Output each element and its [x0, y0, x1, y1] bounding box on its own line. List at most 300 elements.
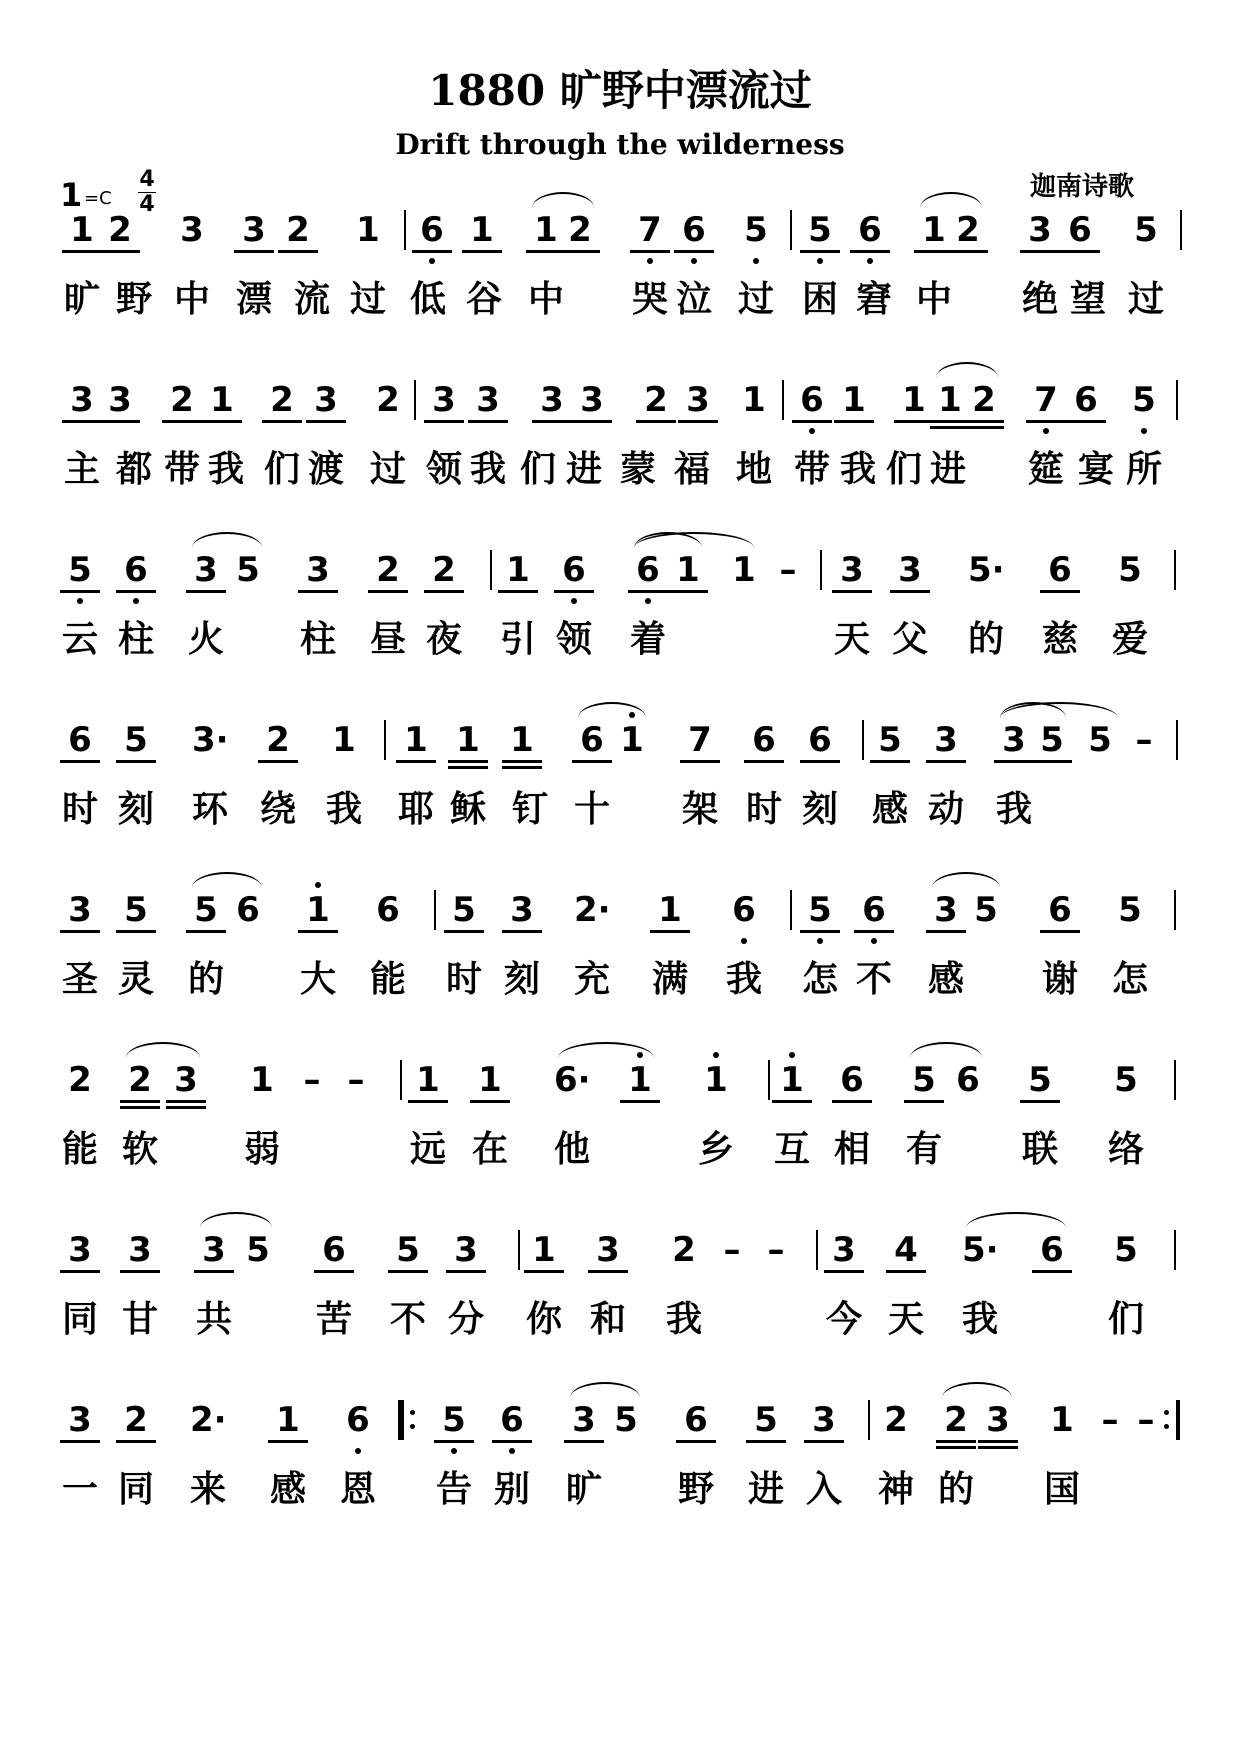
lyric-char: 中	[915, 279, 952, 320]
lyric-char: 告	[435, 1469, 472, 1510]
note: 5	[808, 210, 832, 250]
lyric-char: 我	[469, 449, 506, 490]
lyric-char: 引	[499, 619, 536, 660]
underline-beam	[772, 1100, 812, 1103]
lyric-char: 谢	[1041, 959, 1078, 1000]
bar-line	[1174, 1230, 1176, 1270]
note: 1	[470, 210, 494, 250]
bar-line	[862, 720, 864, 760]
underline-beam	[1020, 250, 1060, 253]
underline-beam	[650, 930, 690, 933]
note: 5	[1114, 1060, 1138, 1100]
note: 6	[682, 210, 706, 250]
note: 6	[322, 1230, 346, 1270]
note: 3	[174, 1060, 198, 1100]
score-system	[0, 720, 1240, 910]
note: 2	[108, 210, 132, 250]
bar-line	[868, 1400, 870, 1440]
lyric-char: 流	[293, 279, 330, 320]
lyric-char: 来	[189, 1469, 226, 1510]
low-octave-dot	[645, 598, 651, 604]
note: 5	[246, 1230, 270, 1270]
lyric-char: 圣	[61, 959, 98, 1000]
underline-beam	[678, 420, 718, 423]
note: 5	[1118, 890, 1142, 930]
note: 2	[672, 1230, 696, 1270]
lyric-char: 同	[117, 1469, 154, 1510]
low-octave-dot	[647, 258, 653, 264]
note: 6	[376, 890, 400, 930]
bar-line	[518, 1230, 520, 1270]
low-octave-dot	[77, 598, 83, 604]
underline-beam	[1026, 420, 1066, 423]
bar-line	[790, 210, 792, 250]
underline-beam	[800, 760, 840, 763]
bar-line	[402, 1400, 404, 1440]
note: 1	[742, 380, 766, 420]
note: 3	[180, 210, 204, 250]
underline-beam	[886, 1270, 926, 1273]
note: –	[779, 550, 797, 590]
lyric-char: 的	[937, 1469, 974, 1510]
note: 3	[1028, 210, 1052, 250]
note: 5	[194, 890, 218, 930]
lyric-char: 入	[805, 1469, 842, 1510]
underline-beam	[800, 250, 840, 253]
note: 6	[1074, 380, 1098, 420]
note: 1	[456, 720, 480, 760]
note: 5·	[962, 1230, 999, 1270]
lyric-char: 时	[61, 789, 98, 830]
underline-beam	[388, 1270, 428, 1273]
note: –	[347, 1060, 365, 1100]
lyric-char: 昼	[369, 619, 406, 660]
score-system	[0, 210, 1240, 400]
note: 6	[420, 210, 444, 250]
note: 3	[540, 380, 564, 420]
note: 2	[266, 720, 290, 760]
lyric-char: 绝	[1021, 279, 1058, 320]
underline-beam	[800, 930, 840, 933]
note: 5	[452, 890, 476, 930]
underline-beam	[824, 1270, 864, 1273]
low-octave-dot	[509, 1448, 515, 1454]
lyric-char: 主	[63, 449, 100, 490]
note: 3	[596, 1230, 620, 1270]
lyric-char: 爱	[1111, 619, 1148, 660]
underline-beam	[166, 1106, 206, 1109]
underline-beam	[680, 760, 720, 763]
repeat-start-bar	[398, 1400, 402, 1440]
lyric-char: 一	[61, 1469, 98, 1510]
low-octave-dot	[691, 258, 697, 264]
note: –	[1137, 1400, 1155, 1440]
underline-beam	[564, 1440, 604, 1443]
lyric-char: 我	[325, 789, 362, 830]
underline-beam	[116, 930, 156, 933]
note: 1	[478, 1060, 502, 1100]
note: 3	[108, 380, 132, 420]
lyric-char: 漂	[235, 279, 272, 320]
underline-beam	[554, 590, 594, 593]
note: 3	[242, 210, 266, 250]
lyric-char: 我	[961, 1299, 998, 1340]
note: 3	[832, 1230, 856, 1270]
underline-beam	[448, 766, 488, 769]
lyric-char: 我	[725, 959, 762, 1000]
underline-beam	[60, 590, 100, 593]
lyric-char: 谷	[465, 279, 502, 320]
underline-beam	[368, 590, 408, 593]
note: 1	[332, 720, 356, 760]
note: 3	[686, 380, 710, 420]
note: 6	[752, 720, 776, 760]
note: 1	[356, 210, 380, 250]
note: 6	[346, 1400, 370, 1440]
underline-beam	[166, 1100, 206, 1103]
underline-beam	[628, 590, 668, 593]
underline-beam	[854, 930, 894, 933]
note: 5	[974, 890, 998, 930]
underline-beam	[832, 590, 872, 593]
lyric-char: 不	[855, 959, 892, 1000]
note: 2	[286, 210, 310, 250]
lyric-char: 带	[793, 449, 830, 490]
underline-beam	[1060, 250, 1100, 253]
note: 6	[1048, 890, 1072, 930]
bar-line	[414, 380, 416, 420]
lyric-char: 蒙	[619, 449, 656, 490]
note: 3	[580, 380, 604, 420]
note: 6	[862, 890, 886, 930]
lyric-char: 过	[737, 279, 774, 320]
lyric-char: 火	[187, 619, 224, 660]
underline-beam	[850, 250, 890, 253]
note: 5	[396, 1230, 420, 1270]
lyric-char: 我	[665, 1299, 702, 1340]
note: 3	[1002, 720, 1026, 760]
lyric-char: 绕	[259, 789, 296, 830]
underline-beam	[978, 1446, 1018, 1449]
bar-line	[434, 890, 436, 930]
note: 1	[658, 890, 682, 930]
note: 6	[236, 890, 260, 930]
lyric-char: 满	[651, 959, 688, 1000]
underline-beam	[468, 420, 508, 423]
underline-beam	[162, 420, 202, 423]
low-octave-dot	[429, 258, 435, 264]
note: –	[1135, 720, 1153, 760]
note: 6	[840, 1060, 864, 1100]
note: 7	[1034, 380, 1058, 420]
underline-beam	[258, 760, 298, 763]
note: 6·	[554, 1060, 591, 1100]
underline-beam	[268, 1440, 308, 1443]
high-octave-dot	[713, 1052, 719, 1058]
lyric-char: 不	[389, 1299, 426, 1340]
note: 1	[704, 1060, 728, 1100]
underline-beam	[306, 420, 346, 423]
note: 5	[754, 1400, 778, 1440]
song-title: 1880 旷野中漂流过	[428, 66, 812, 115]
underline-beam	[262, 420, 302, 423]
lyric-char: 们	[885, 449, 922, 490]
lyric-char: 泣	[675, 279, 712, 320]
lyric-char: 刻	[117, 789, 154, 830]
bar-line	[768, 1060, 770, 1100]
lyric-char: 相	[833, 1129, 870, 1170]
lyric-char: 刻	[503, 959, 540, 1000]
underline-beam	[492, 1440, 532, 1443]
underline-beam	[202, 420, 242, 423]
underline-beam	[116, 590, 156, 593]
underline-beam	[936, 1446, 976, 1449]
lyric-char: 络	[1107, 1129, 1144, 1170]
note: 3	[934, 720, 958, 760]
note: 6	[68, 720, 92, 760]
note: 3	[934, 890, 958, 930]
note: 1	[842, 380, 866, 420]
lyric-char: 福	[673, 449, 710, 490]
lyric-char: 野	[115, 279, 152, 320]
underline-beam	[964, 420, 1004, 423]
note: 2·	[574, 890, 611, 930]
low-octave-dot	[133, 598, 139, 604]
lyric-char: 柱	[299, 619, 336, 660]
lyric-char: 领	[555, 619, 592, 660]
lyric-char: 感	[871, 789, 908, 830]
lyric-char: 环	[191, 789, 228, 830]
lyric-char: 低	[409, 279, 446, 320]
lyric-char: 过	[369, 449, 406, 490]
lyric-char: 困	[801, 279, 838, 320]
note: 6	[636, 550, 660, 590]
lyric-char: 旷	[63, 279, 100, 320]
low-octave-dot	[871, 938, 877, 944]
lyric-char: 天	[887, 1299, 924, 1340]
bar-line	[404, 210, 406, 250]
note: 6	[858, 210, 882, 250]
low-octave-dot	[451, 1448, 457, 1454]
note: 2	[972, 380, 996, 420]
lyric-char: 所	[1125, 449, 1162, 490]
note: 6	[956, 1060, 980, 1100]
note: 2	[644, 380, 668, 420]
underline-beam	[186, 930, 226, 933]
underline-beam	[572, 760, 612, 763]
underline-beam	[448, 760, 488, 763]
bar-line	[384, 720, 386, 760]
note: 2	[944, 1400, 968, 1440]
underline-beam	[894, 420, 934, 423]
underline-beam	[676, 1440, 716, 1443]
underline-beam	[532, 420, 572, 423]
lyric-char: 感	[927, 959, 964, 1000]
lyric-char: 进	[565, 449, 602, 490]
note: 5	[124, 720, 148, 760]
lyric-char: 能	[369, 959, 406, 1000]
note: 3·	[192, 720, 229, 760]
low-octave-dot	[817, 938, 823, 944]
underline-beam	[904, 1100, 944, 1103]
score-system	[0, 380, 1240, 570]
slur-arc	[920, 192, 982, 208]
underline-beam	[832, 1100, 872, 1103]
lyric-char: 哭	[631, 279, 668, 320]
note: 2·	[190, 1400, 227, 1440]
note: 3	[68, 1400, 92, 1440]
note: 1	[404, 720, 428, 760]
note: 5·	[968, 550, 1005, 590]
underline-beam	[470, 1100, 510, 1103]
repeat-end-dots	[1164, 1410, 1169, 1438]
note: 5	[912, 1060, 936, 1100]
lyric-char: 着	[629, 619, 666, 660]
note: 6	[1040, 1230, 1064, 1270]
lyric-char: 都	[115, 449, 152, 490]
lyric-char: 天	[833, 619, 870, 660]
lyric-char: 怎	[801, 959, 838, 1000]
lyric-char: 我	[207, 449, 244, 490]
lyric-char: 联	[1021, 1129, 1058, 1170]
lyric-char: 十	[573, 789, 610, 830]
note: 3	[812, 1400, 836, 1440]
note: 5	[68, 550, 92, 590]
note: 1	[628, 1060, 652, 1100]
note: 3	[306, 550, 330, 590]
underline-beam	[446, 1270, 486, 1273]
underline-beam	[62, 420, 102, 423]
key-tonic: 1	[60, 176, 83, 214]
note: 5	[878, 720, 902, 760]
lyric-char: 能	[61, 1129, 98, 1170]
low-octave-dot	[571, 598, 577, 604]
lyric-char: 进	[747, 1469, 784, 1510]
note: 5	[1118, 550, 1142, 590]
lyric-char: 带	[163, 449, 200, 490]
note: 1	[510, 720, 534, 760]
lyric-char: 架	[681, 789, 718, 830]
score-system	[0, 1400, 1240, 1590]
lyric-char: 时	[745, 789, 782, 830]
note: 2	[956, 210, 980, 250]
bar-line	[1176, 720, 1178, 760]
note: 6	[808, 720, 832, 760]
bar-line	[782, 380, 784, 420]
underline-beam	[994, 760, 1034, 763]
note: 3	[572, 1400, 596, 1440]
lyric-char: 动	[927, 789, 964, 830]
note: 2	[568, 210, 592, 250]
underline-beam	[502, 760, 542, 763]
lyric-char: 们	[263, 449, 300, 490]
underline-beam	[926, 760, 966, 763]
underline-beam	[1020, 1100, 1060, 1103]
lyric-char: 我	[839, 449, 876, 490]
note: 3	[898, 550, 922, 590]
underline-beam	[792, 420, 832, 423]
note: 1	[732, 550, 756, 590]
note: 2	[128, 1060, 152, 1100]
underline-beam	[926, 930, 966, 933]
underline-beam	[1066, 420, 1106, 423]
underline-beam	[62, 250, 102, 253]
lyric-char: 远	[409, 1129, 446, 1170]
lyric-char: 共	[195, 1299, 232, 1340]
high-octave-dot	[789, 1052, 795, 1058]
note: –	[303, 1060, 321, 1100]
note: 5	[1114, 1230, 1138, 1270]
note: 6	[124, 550, 148, 590]
underline-beam	[314, 1270, 354, 1273]
lyric-char: 有	[905, 1129, 942, 1170]
high-octave-dot	[315, 882, 321, 888]
underline-beam	[674, 250, 714, 253]
lyric-char: 我	[995, 789, 1032, 830]
bar-line	[816, 1230, 818, 1270]
lyric-char: 的	[967, 619, 1004, 660]
note: 5	[236, 550, 260, 590]
lyric-char: 国	[1043, 1469, 1080, 1510]
underline-beam	[408, 1100, 448, 1103]
note: 3	[68, 1230, 92, 1270]
underline-beam	[948, 250, 988, 253]
note: 1	[532, 1230, 556, 1270]
note: 2	[884, 1400, 908, 1440]
note: 6	[562, 550, 586, 590]
underline-beam	[804, 1440, 844, 1443]
underline-beam	[620, 1100, 660, 1103]
lyric-char: 神	[877, 1469, 914, 1510]
lyric-char: 们	[1107, 1299, 1144, 1340]
lyric-char: 望	[1069, 279, 1106, 320]
note: 5	[1028, 1060, 1052, 1100]
underline-beam	[502, 930, 542, 933]
note: 6	[580, 720, 604, 760]
underline-beam	[424, 420, 464, 423]
underline-beam	[1032, 1270, 1072, 1273]
low-octave-dot	[355, 1448, 361, 1454]
note: 6	[500, 1400, 524, 1440]
note: 3	[194, 550, 218, 590]
underline-beam	[978, 1440, 1018, 1443]
lyric-char: 软	[121, 1129, 158, 1170]
underline-beam	[298, 590, 338, 593]
note: 1	[70, 210, 94, 250]
underline-beam	[498, 590, 538, 593]
lyric-char: 和	[589, 1299, 626, 1340]
note: 6	[732, 890, 756, 930]
lyric-char: 今	[825, 1299, 862, 1340]
underline-beam	[630, 250, 670, 253]
bar-line	[490, 550, 492, 590]
underline-beam	[120, 1100, 160, 1103]
note: 6	[1068, 210, 1092, 250]
lyric-char: 野	[677, 1469, 714, 1510]
lyric-char: 窘	[855, 279, 892, 320]
note: –	[1101, 1400, 1119, 1440]
time-bottom: 4	[139, 192, 155, 217]
low-octave-dot	[867, 258, 873, 264]
note: 7	[688, 720, 712, 760]
lyric-char: 你	[525, 1299, 562, 1340]
lyric-char: 分	[447, 1299, 484, 1340]
lyric-char: 怎	[1111, 959, 1148, 1000]
lyric-char: 夜	[425, 619, 462, 660]
note: –	[723, 1230, 741, 1270]
note: 1	[506, 550, 530, 590]
key-equals: =C	[84, 188, 112, 209]
